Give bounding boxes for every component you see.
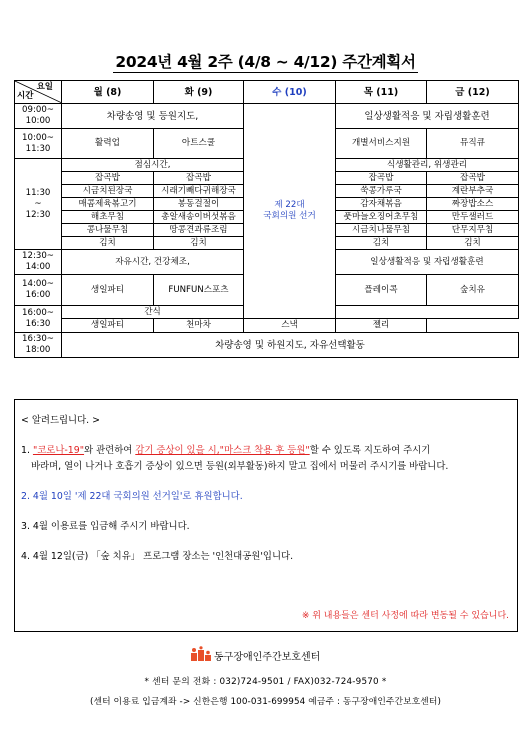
table-header-row: [15, 81, 519, 104]
menu-item: 김치: [62, 237, 154, 250]
center-logo-icon: [190, 646, 212, 662]
day-header-tue: 화 (9): [154, 81, 244, 104]
menu-item: 단무지무침: [427, 224, 519, 237]
center-name: 동구장애인주간보호센터: [214, 652, 321, 663]
time-cell: 16:00~ 16:30: [15, 306, 62, 333]
menu-item: 감자채볶음: [336, 198, 427, 211]
corner-time-label: 시간: [17, 91, 34, 101]
activity-cell: 활력업: [62, 129, 154, 159]
time-cell: 09:00~ 10:00: [15, 104, 62, 129]
menu-item: 총알새송이버섯볶음: [154, 211, 244, 224]
activity-cell: 생일파티: [62, 275, 154, 306]
menu-item: 봉동걸절이: [154, 198, 244, 211]
snack-label-cell: [336, 306, 519, 319]
activity-cell: 개별서비스지원: [336, 129, 427, 159]
notice-disclaimer: ※ 위 내용들은 센터 사정에 따라 변동될 수 있습니다.: [301, 611, 509, 621]
menu-item: 시래기빼다귀해장국: [154, 185, 244, 198]
menu-item: 김치: [336, 237, 427, 250]
snack-cell: 스낵: [244, 319, 336, 333]
menu-item: 매콤제육볶고기: [62, 198, 154, 211]
lunch-label-cell: 식생활관리, 위생관리: [336, 159, 519, 172]
time-cell: 10:00~ 11:30: [15, 129, 62, 159]
notice-item-1: 1. "코로나-19"와 관련하여 감기 증상이 있을 시,"마스크 착용 후 등원"할 수 있도록 지도하여 주시기 바라며, 열이 나거나 호흡기 증상이 있으면 등원(외부활동)하지 말고 집에서 머물러 주시기를 바랍니다.: [21, 445, 449, 472]
menu-item: 만두샐러드: [427, 211, 519, 224]
notice-item-4: 4. 4월 12일(금) 「숲 치유」 프로그램 장소는 '인천대공원'입니다.: [21, 551, 294, 562]
activity-cell: 뮤직큐: [427, 129, 519, 159]
covid-text: "코로나-19": [32, 445, 85, 456]
menu-item: 콩나물무침: [62, 224, 154, 237]
activity-cell: 일상생활적응 및 자립생활훈련: [336, 104, 519, 129]
notice-heading: < 알려드립니다. >: [21, 415, 100, 426]
menu-item: 풋마늘오징어초무침: [336, 211, 427, 224]
activity-cell: FUNFUN스포츠: [154, 275, 244, 306]
notice-item-3: 3. 4월 이용료를 입금해 주시기 바랍니다.: [21, 521, 190, 532]
menu-item: 시금치된장국: [62, 185, 154, 198]
day-header-mon: 월 (8): [62, 81, 154, 104]
mask-text: "마스크 착용 후 등원": [219, 445, 310, 456]
snack-label-cell: 간식: [62, 306, 244, 319]
lunch-label-cell: 점심시간,: [62, 159, 244, 172]
activity-cell: 플레이콕: [336, 275, 427, 306]
day-header-fri: 금 (12): [427, 81, 519, 104]
symptom-text: 감기 증상이 있을 시,: [135, 445, 220, 456]
menu-item: 쑥콩가루국: [336, 185, 427, 198]
menu-item: 시금치나물무침: [336, 224, 427, 237]
menu-item: 잡곡밥: [427, 172, 519, 185]
menu-item: 땅콩견과류조림: [154, 224, 244, 237]
wed-holiday-cell: 제 22대 국회의원 선거: [244, 104, 336, 319]
activity-cell: 차량송영 및 하원지도, 자유선택활동: [62, 333, 519, 358]
time-cell: 12:30~ 14:00: [15, 250, 62, 275]
table-row: [15, 333, 519, 358]
menu-item: 김치: [427, 237, 519, 250]
time-cell: 16:30~ 18:00: [15, 333, 62, 358]
notice-box: [14, 399, 518, 632]
snack-cell: 젤리: [336, 319, 427, 333]
menu-item: 잡곡밥: [336, 172, 427, 185]
day-header-wed: 수 (10): [244, 81, 336, 104]
day-header-thu: 목 (11): [336, 81, 427, 104]
corner-cell: [15, 81, 62, 104]
time-cell: 14:00~ 16:00: [15, 275, 62, 306]
menu-item: 짜장밥소스: [427, 198, 519, 211]
table-row: [15, 319, 519, 333]
snack-cell: 천마차: [154, 319, 244, 333]
page-title: 2024년 4월 2주 (4/8 ~ 4/12) 주간계획서: [115, 53, 416, 71]
activity-cell: 일상생활적응 및 자립생활훈련: [336, 250, 519, 275]
weekly-schedule-table: [14, 80, 519, 358]
notice-item-2: 2. 4월 10일 '제 22대 국회의원 선거일'로 휴원합니다.: [21, 491, 243, 502]
time-cell: 11:30 ~ 12:30: [15, 159, 62, 250]
activity-cell: 차량송영 및 등원지도,: [62, 104, 244, 129]
activity-cell: 숲치유: [427, 275, 519, 306]
bank-account-info: (센터 이용료 입금계좌 -> 신한은행 100-031-699954 예금주 : 동구장애인주간보호센터): [89, 697, 442, 707]
center-contact: * 센터 문의 전화 : 032)724-9501 / FAX)032-724-9570 *: [144, 677, 387, 687]
activity-cell: 아트스쿨: [154, 129, 244, 159]
menu-item: 잡곡밥: [154, 172, 244, 185]
table-row: [15, 104, 519, 129]
menu-item: 김치: [154, 237, 244, 250]
menu-item: 계란부추국: [427, 185, 519, 198]
corner-day-label: 요일: [36, 82, 53, 92]
snack-cell: 생일파티: [62, 319, 154, 333]
menu-item: 해초무침: [62, 211, 154, 224]
menu-item: 잡곡밥: [62, 172, 154, 185]
activity-cell: 자유시간, 건강체조,: [62, 250, 244, 275]
